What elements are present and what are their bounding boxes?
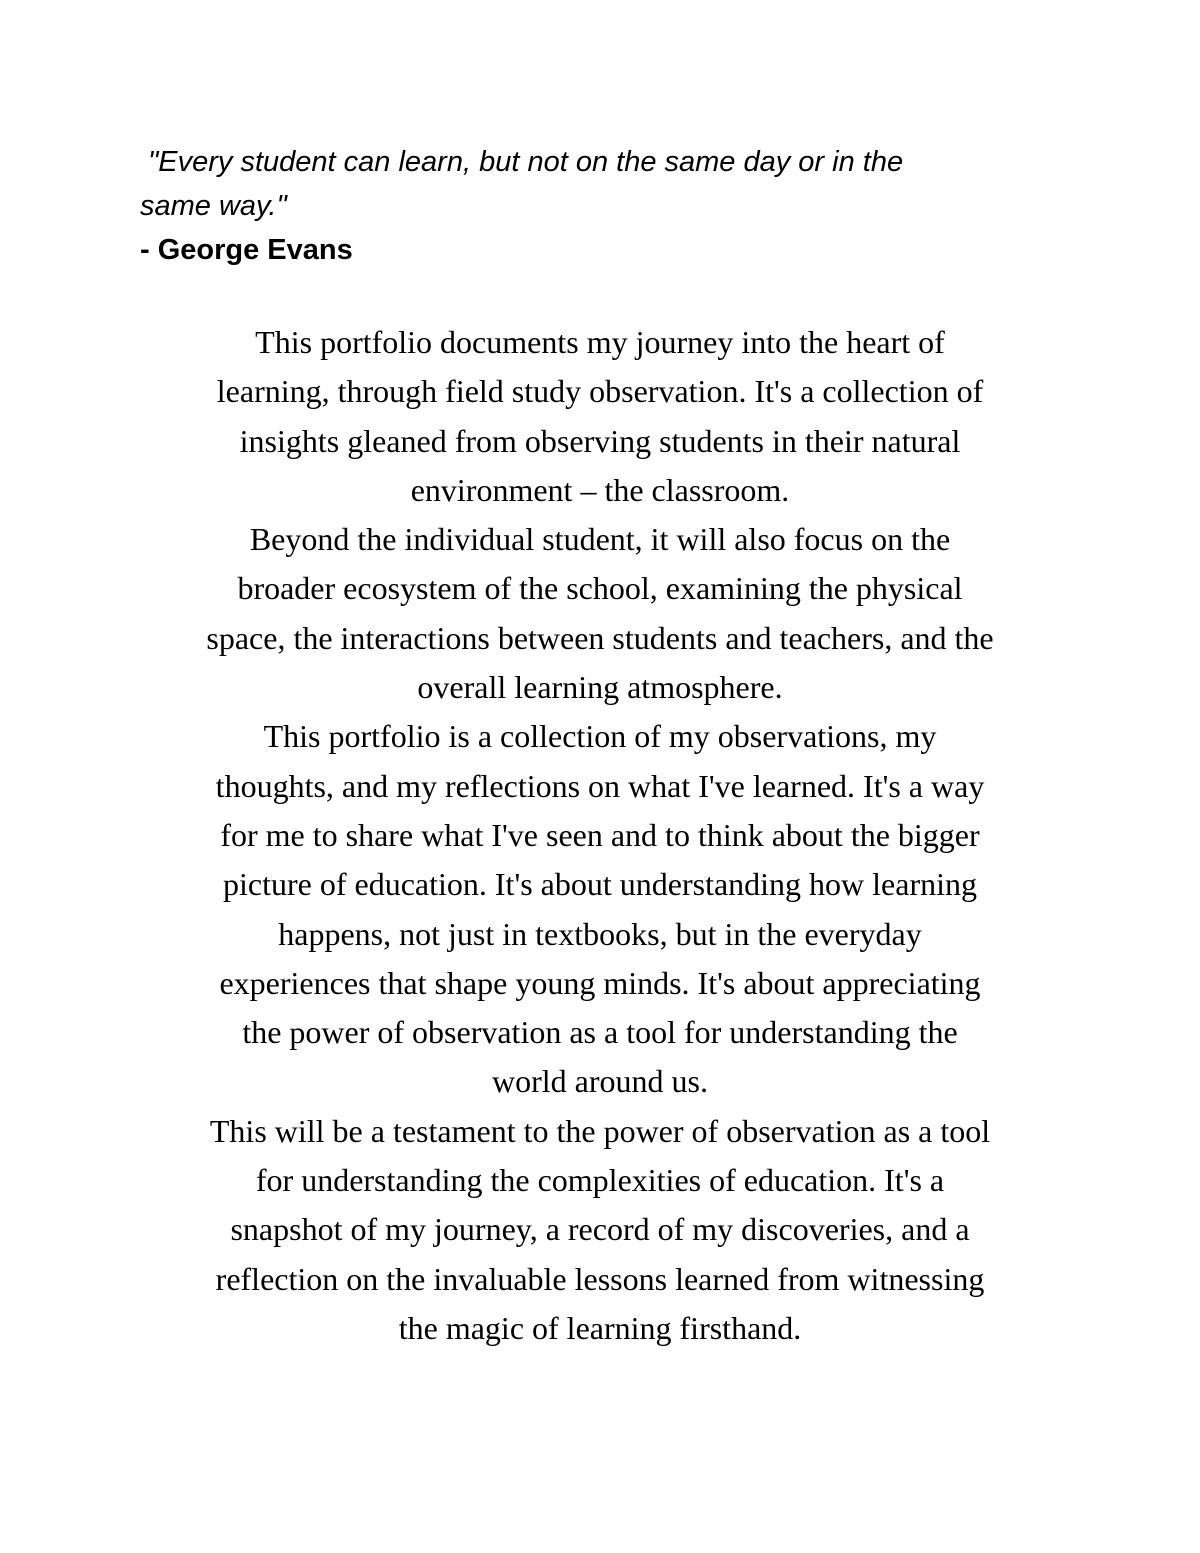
text-line: learning, through field study observation. It's a collection of [216,373,984,410]
text-line: This will be a testament to the power of observation as a tool [209,1112,991,1149]
text-line: overall learning atmosphere. [417,669,783,706]
epigraph-quote [140,140,1060,228]
quote-line: "Every student can learn, but not on the same day or in the [148,146,904,178]
text-line: insights gleaned from observing students in their natural [239,422,961,459]
text-line: snapshot of my journey, a record of my discoveries, and a [230,1211,970,1248]
text-line: This portfolio is a collection of my observations, my [263,718,937,755]
text-line: the power of observation as a tool for understanding the [242,1014,958,1051]
text-line: broader ecosystem of the school, examining the physical [237,570,963,607]
text-line: This portfolio documents my journey into the heart of [255,324,945,360]
text-line: for me to share what I've seen and to think about the bigger [220,816,980,853]
introduction-text [100,318,1100,1353]
text-line: experiences that shape young minds. It's about appreciating [219,964,981,1001]
text-line: reflection on the invaluable lessons learned from witnessing [215,1260,985,1297]
text-line: environment – the classroom. [410,471,790,508]
text-line: world around us. [492,1063,708,1100]
text-line: happens, not just in textbooks, but in the everyday [278,915,922,952]
quote-line: same way." [140,190,287,222]
text-line: thoughts, and my reflections on what I've learned. It's a way [215,767,985,804]
text-line: space, the interactions between students and teachers, and the [206,619,994,656]
text-line: the magic of learning firsthand. [398,1309,802,1346]
text-line: for understanding the complexities of education. It's a [255,1162,945,1199]
quote-author: - George Evans [140,234,353,266]
text-line: picture of education. It's about understanding how learning [223,866,977,903]
text-line: Beyond the individual student, it will also focus on the [249,521,951,558]
